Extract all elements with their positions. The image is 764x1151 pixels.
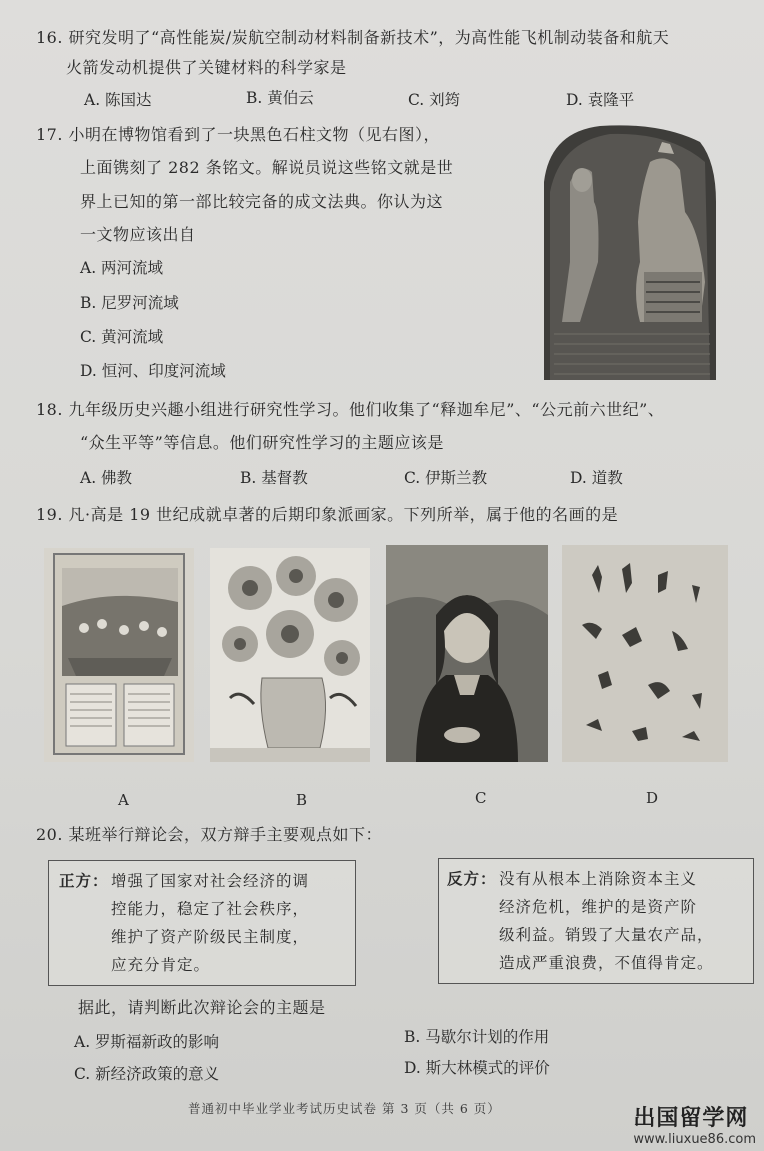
q17-option-d: D. 恒河、印度河流域 <box>80 362 226 380</box>
q18-option-b: B. 基督教 <box>240 469 308 487</box>
caption-c: C <box>475 789 487 807</box>
q20-stem: 20. 某班举行辩论会，双方辩手主要观点如下： <box>36 825 383 844</box>
q16-option-d: D. 袁隆平 <box>566 91 635 109</box>
painting-c-image <box>386 545 548 762</box>
con-line-3: 级利益。销毁了大量农产品， <box>499 926 714 944</box>
q16-option-a: A. 陈国达 <box>84 91 152 109</box>
con-line-4: 造成严重浪费，不值得肯定。 <box>499 954 714 972</box>
q17-stem-line3: 界上已知的第一部比较完备的成文法典。你认为这 <box>80 192 444 211</box>
q17-option-c: C. 黄河流域 <box>80 328 164 346</box>
caption-d: D <box>646 789 659 807</box>
q17-stem-line4: 一文物应该出自 <box>80 225 196 244</box>
page-footer: 普通初中毕业学业考试历史试卷 第 3 页（共 6 页） <box>188 1101 501 1116</box>
q18-option-a: A. 佛教 <box>80 469 133 487</box>
stele-image <box>540 122 718 380</box>
q16-stem-line2: 火箭发动机提供了关键材料的科学家是 <box>66 58 347 77</box>
pro-line-4: 应充分肯定。 <box>111 956 211 974</box>
pro-line-3: 维护了资产阶级民主制度， <box>111 928 310 946</box>
q16-stem-line1: 16. 研究发明了“高性能炭/炭航空制动材料制备新技术”，为高性能飞机制动装备和航天 <box>36 28 670 47</box>
q17-option-b: B. 尼罗河流域 <box>80 294 179 312</box>
q20-option-a: A. 罗斯福新政的影响 <box>74 1033 220 1051</box>
pro-side-box <box>48 860 356 986</box>
q16-option-b: B. 黄伯云 <box>246 89 314 107</box>
q17-stem-line1: 17. 小明在博物馆看到了一块黑色石柱文物（见右图）， <box>36 125 441 144</box>
q18-stem-line2: “众生平等”等信息。他们研究性学习的主题应该是 <box>80 433 444 452</box>
pro-label: 正方： <box>59 872 109 890</box>
painting-a-image <box>44 548 194 762</box>
q19-stem: 19. 凡·高是 19 世纪成就卓著的后期印象派画家。下列所举，属于他的名画的是 <box>36 505 619 524</box>
con-line-1: 没有从根本上消除资本主义 <box>499 870 698 888</box>
q18-option-d: D. 道教 <box>570 469 623 487</box>
q16-option-c: C. 刘筠 <box>408 91 461 109</box>
watermark-brand: 出国留学网 <box>633 1106 749 1131</box>
q18-option-c: C. 伊斯兰教 <box>404 469 488 487</box>
con-line-2: 经济危机，维护的是资产阶 <box>499 898 698 916</box>
con-side-box <box>438 858 754 984</box>
q20-option-c: C. 新经济政策的意义 <box>74 1065 220 1083</box>
q18-stem-line1: 18. 九年级历史兴趣小组进行研究性学习。他们收集了“释迦牟尼”、“公元前六世纪”、 <box>36 400 665 419</box>
caption-b: B <box>296 791 308 809</box>
q20-prompt: 据此，请判断此次辩论会的主题是 <box>78 998 326 1017</box>
q20-option-b: B. 马歇尔计划的作用 <box>404 1028 550 1046</box>
con-label: 反方： <box>447 870 497 888</box>
pro-line-1: 增强了国家对社会经济的调 <box>111 872 310 890</box>
watermark <box>633 1101 756 1147</box>
q17-stem-line2: 上面镌刻了 282 条铭文。解说员说这些铭文就是世 <box>80 158 454 177</box>
painting-d-image <box>562 545 728 762</box>
watermark-url: www.liuxue86.com <box>633 1132 756 1147</box>
q20-option-d: D. 斯大林模式的评价 <box>404 1059 550 1077</box>
pro-line-2: 控能力，稳定了社会秩序， <box>111 900 310 918</box>
painting-b-image <box>210 548 370 762</box>
q17-option-a: A. 两河流域 <box>80 259 164 277</box>
caption-a: A <box>118 791 129 809</box>
